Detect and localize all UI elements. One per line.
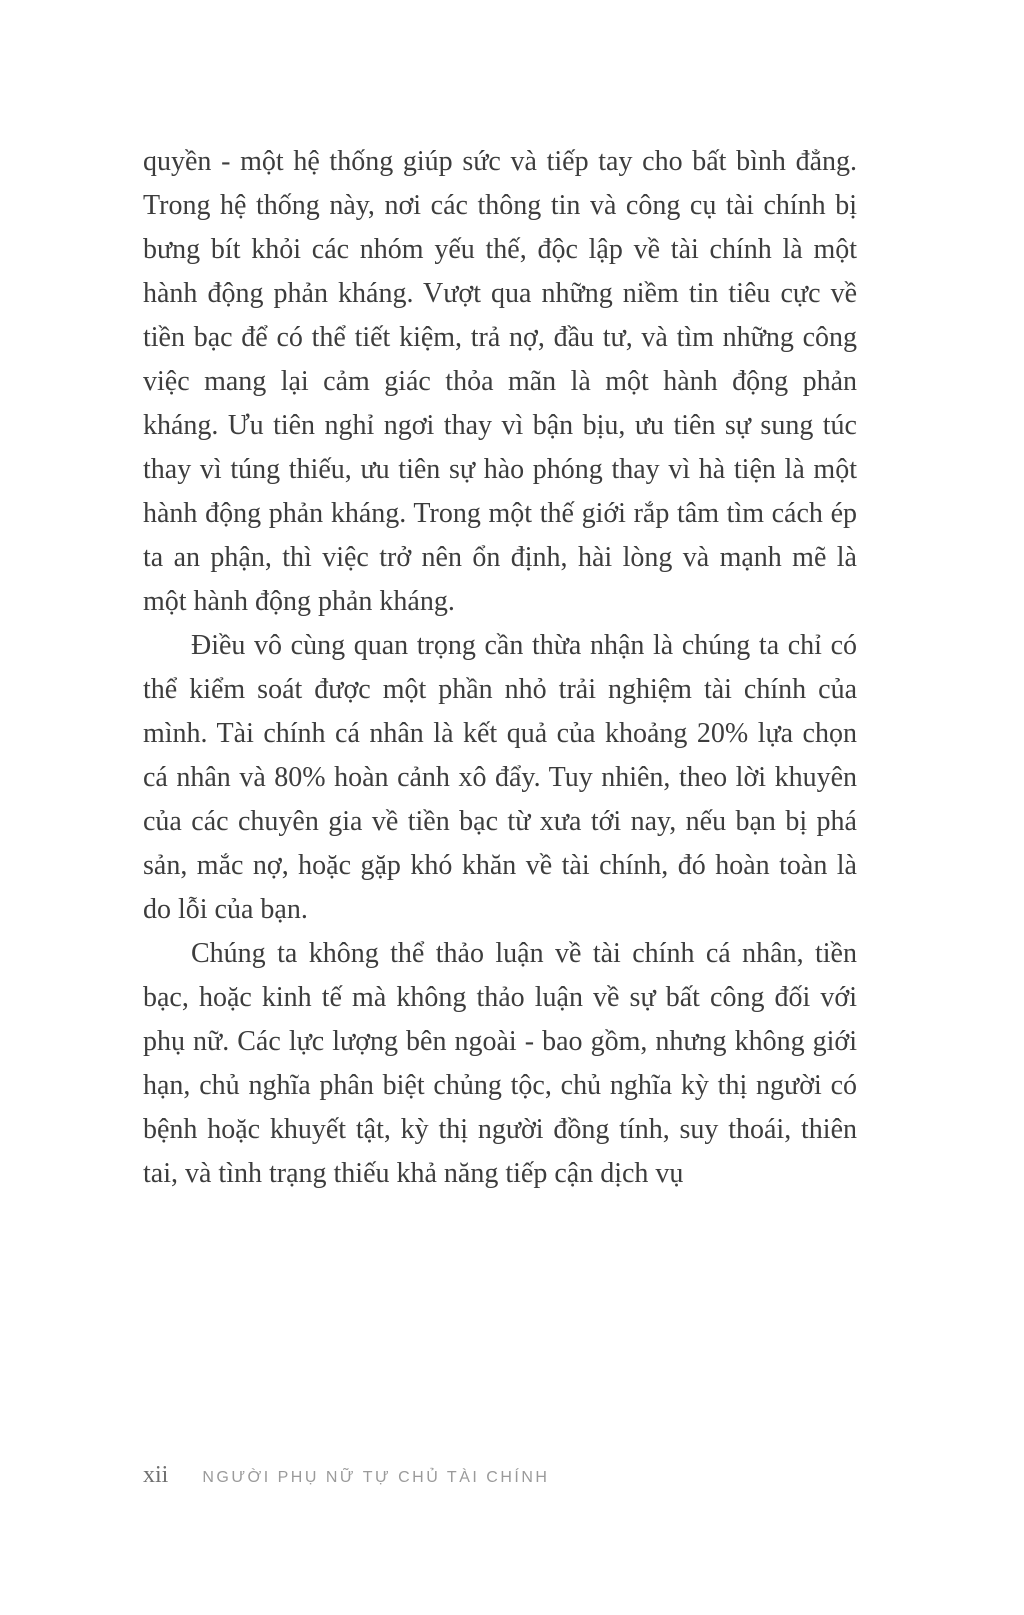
page-number: xii — [143, 1462, 169, 1488]
running-book-title: NGƯỜI PHỤ NỮ TỰ CHỦ TÀI CHÍNH — [202, 1469, 550, 1486]
body-paragraph: Chúng ta không thể thảo luận về tài chính cá nhân, tiền bạc, hoặc kinh tế mà không thảo luận về sự bất công đối với phụ nữ. Các lực lượng bên ngoài - bao gồm, nhưng không giới hạn, chủ nghĩa phân biệt chủng tộc, chủ nghĩa kỳ thị người có bệnh hoặc khuyết tật, kỳ thị người đồng tính, suy thoái, thiên tai, và tình trạng thiếu khả năng tiếp cận dịch vụ — [143, 938, 857, 1189]
body-paragraph: Điều vô cùng quan trọng cần thừa nhận là chúng ta chỉ có thể kiểm soát được một phần nhỏ trải nghiệm tài chính của mình. Tài chính cá nhân là kết quả của khoảng 20% lựa chọn cá nhân và 80% hoàn cảnh xô đẩy. Tuy nhiên, theo lời khuyên của các chuyên gia về tiền bạc từ xưa tới nay, nếu bạn bị phá sản, mắc nợ, hoặc gặp khó khăn về tài chính, đó hoàn toàn là do lỗi của bạn. — [143, 630, 857, 925]
body-paragraph: quyền - một hệ thống giúp sức và tiếp tay cho bất bình đẳng. Trong hệ thống này, nơi các thông tin và công cụ tài chính bị bưng bít khỏi các nhóm yếu thế, độc lập về tài chính là một hành động phản kháng. Vượt qua những niềm tin tiêu cực về tiền bạc để có thể tiết kiệm, trả nợ, đầu tư, và tìm những công việc mang lại cảm giác thỏa mãn là một hành động phản kháng. Ưu tiên nghỉ ngơi thay vì bận bịu, ưu tiên sự sung túc thay vì túng thiếu, ưu tiên sự hào phóng thay vì hà tiện là một hành động phản kháng. Trong một thế giới rắp tâm tìm cách ép ta an phận, thì việc trở nên ổn định, hài lòng và mạnh mẽ là một hành động phản kháng. — [143, 146, 857, 617]
page-footer — [143, 1462, 857, 1489]
body-text-block — [143, 140, 857, 1196]
